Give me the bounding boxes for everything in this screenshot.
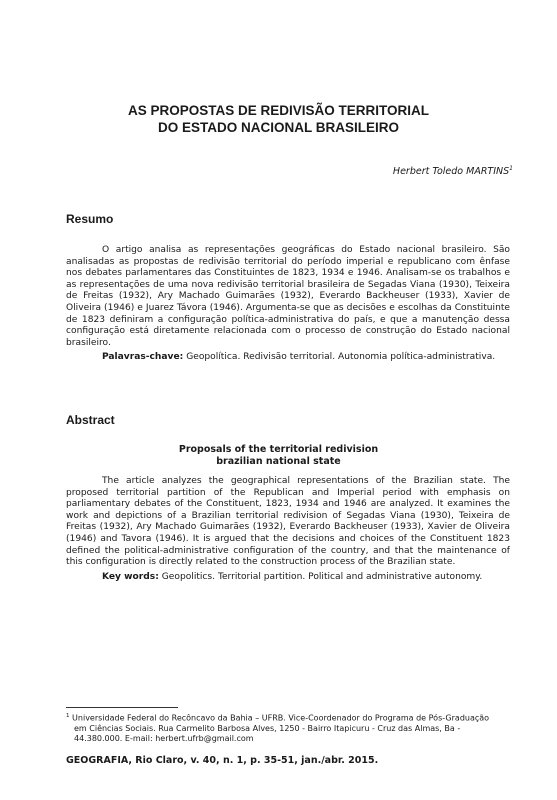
journal-citation: GEOGRAFIA, Rio Claro, v. 40, n. 1, p. 35-51, jan./abr. 2015.	[66, 755, 379, 766]
footnote-line-1	[66, 711, 510, 724]
abstract-heading: Abstract	[66, 413, 115, 427]
keywords-label: Key words:	[102, 571, 159, 582]
abstract-section	[66, 476, 510, 583]
palavras-chave-label: Palavras-chave:	[102, 352, 184, 363]
palavras-chave-text: Geopolítica. Redivisão territorial. Autonomia política-administrativa.	[186, 352, 496, 363]
author-name	[393, 165, 513, 177]
abstract-paragraph: The article analyzes the geographical representations of the Brazilian state. The proposed territorial partition of the Republican and Imperial period with emphasis on parliamentary debates of the Constituent, 1823, 1934 and 1946 are analyzed. It examines the work and depictions of a Brazilian territorial redivision of Segadas Viana (1930), Teixeira de Freitas (1932), Ary Machado Guimarães (1932), Everardo Backheuser (1933), Xavier de Oliveira (1946) and Tavora (1946). It is argued that the decisions and choices of the Constituent 1823 defined the political-administrative configuration of the country, and that the maintenance of this configuration is directly related to the construction process of the Brazilian state.	[66, 476, 510, 568]
footnote-line-1-text: Universidade Federal do Recôncavo da Bahia – UFRB. Vice-Coordenador do Programa de Pós-Graduação	[72, 713, 490, 723]
author-footnote-mark: 1	[509, 165, 513, 172]
abstract-title	[0, 444, 557, 468]
abstract-title-line-1: Proposals of the territorial redivision	[178, 444, 379, 455]
footnote	[66, 711, 510, 745]
title-line-1: AS PROPOSTAS DE REDIVISÃO TERRITORIAL	[127, 103, 430, 118]
author-text: Herbert Toledo MARTINS	[392, 166, 510, 178]
footnote-line-2: em Ciências Sociais. Rua Carmelito Barbosa Alves, 1250 - Bairro Itapicuru - Cruz das Almas, Ba -	[74, 723, 461, 733]
resumo-paragraph: O artigo analisa as representações geográficas do Estado nacional brasileiro. São analisadas as propostas de redivisão territorial do período imperial e republicano com ênfase nos debates parlamentares das Constituintes de 1823, 1934 e 1946. Analisam-se os trabalhos e as representações de uma nova redivisão territorial brasileira de Segadas Viana (1930), Teixeira de Freitas (1932), Ary Machado Guimarães (1932), Everardo Backheuser (1933), Xavier de Oliveira (1946) e Juarez Távora (1946). Argumenta-se que as decisões e escolhas da Constituinte de 1823 definiram a configuração política-administrativa do país, e que a manutenção dessa configuração está diretamente relacionada com o processo de construção do Estado nacional brasileiro.	[66, 245, 510, 348]
footnote-line-3: 44.380.000. E-mail: herbert.ufrb@gmail.com	[74, 734, 254, 744]
keywords-text: Geopolitics. Territorial partition. Political and administrative autonomy.	[161, 571, 483, 582]
palavras-chave	[66, 352, 510, 364]
footnote-rule	[66, 707, 178, 708]
abstract-title-line-2: brazilian national state	[216, 456, 341, 467]
keywords	[66, 572, 510, 584]
resumo-section	[66, 245, 510, 364]
resumo-heading: Resumo	[66, 212, 114, 226]
article-title	[0, 102, 557, 136]
footnote-mark: 1	[66, 713, 70, 719]
title-line-2: DO ESTADO NACIONAL BRASILEIRO	[157, 120, 399, 135]
